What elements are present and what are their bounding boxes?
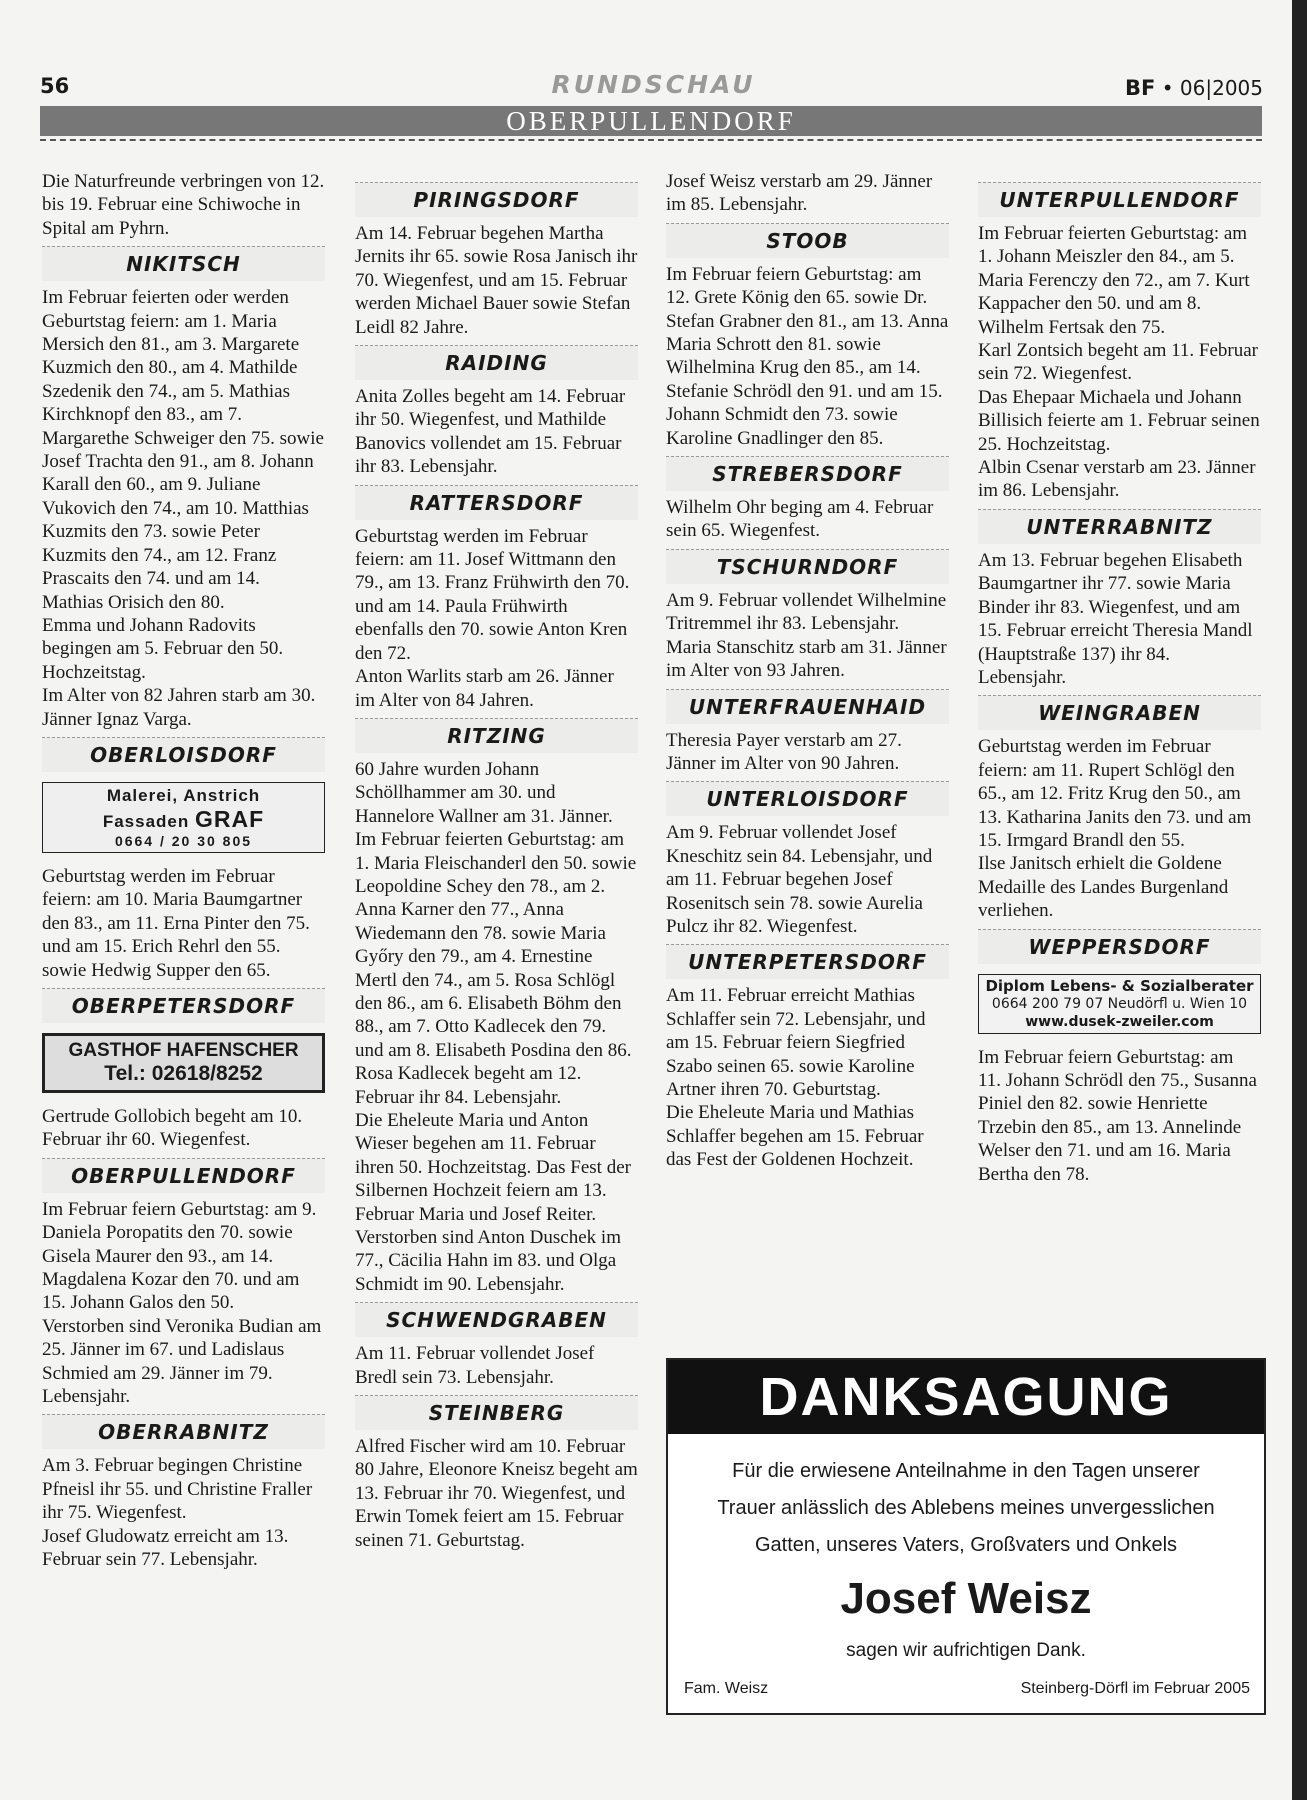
article-paragraph: Im Februar feiern Geburtstag: am 9. Daniela Poropatits den 70. sowie Gisela Maurer den 93., am 14. Magdalena Kozar den 70. und am 15. Johann Galos den 50. — [42, 1198, 317, 1314]
danksagung-name: Josef Weisz — [840, 1574, 1092, 1623]
heading-piringsdorf — [355, 182, 638, 217]
article-intro: Josef Weisz verstarb am 29. Jänner im 85. Lebensjahr. — [666, 171, 933, 216]
heading-label: PIRINGSDORF — [413, 188, 580, 212]
danksagung-title: DANKSAGUNG — [668, 1360, 1264, 1434]
article-paragraph: Gertrude Gollobich begeht am 10. Februar ihr 60. Wiegenfest. — [42, 1105, 303, 1151]
heading-ritzing — [355, 718, 638, 753]
ad-dusek-title: Diplom Lebens- & Sozialberater — [985, 976, 1254, 995]
heading-oberpullendorf — [42, 1158, 325, 1193]
ad-gasthof-name: GASTHOF HAFENSCHER — [68, 1039, 299, 1061]
danksagung-line3: Gatten, unseres Vaters, Großvaters und Onkels — [754, 1534, 1178, 1556]
issue-date: 06|2005 — [1179, 76, 1263, 100]
heading-schwendgraben — [355, 1302, 638, 1337]
heading-tschurndorf — [666, 549, 949, 584]
heading-label: RAIDING — [445, 351, 548, 376]
danksagung-thanks: sagen wir aufrichtigen Dank. — [846, 1640, 1086, 1661]
article-paragraph: Im Alter von 82 Jahren starb am 30. Jänner Ignaz Varga. — [42, 685, 316, 730]
ad-dusek-phone: 0664 200 79 07 Neudörfl u. Wien 10 — [991, 995, 1248, 1012]
heading-label: RITZING — [447, 723, 546, 748]
ad-graf-fassaden: Fassaden — [102, 811, 190, 831]
heading-rattersdorf — [355, 485, 638, 520]
article-paragraph: Die Eheleute Maria und Anton Wieser begehen am 11. Februar ihren 50. Hochzeitstag. Das Fest der Silbernen Hochzeit feiern am 13. Februar Maria und Josef Reiter. — [355, 1110, 631, 1225]
article-paragraph: Geburtstag werden im Februar feiern: am 10. Maria Baumgartner den 83., am 11. Erna Pinter den 75. und am 15. Erich Rehrl den 55. sowie Hedwig Supper den 65. — [42, 865, 310, 981]
column-2 — [355, 172, 638, 1552]
heading-label: UNTERLOISDORF — [706, 787, 909, 812]
article-paragraph: Ilse Janitsch erhielt die Goldene Medaille des Landes Burgenland verliehen. — [978, 853, 1229, 922]
ad-graf — [42, 782, 325, 853]
heading-steinberg — [355, 1395, 638, 1430]
heading-label: STOOB — [766, 228, 849, 253]
danksagung-box — [666, 1358, 1266, 1715]
article-paragraph: Anton Warlits starb am 26. Jänner im Alter von 84 Jahren. — [355, 666, 614, 711]
danksagung-line1: Für die erwiesene Anteilnahme in den Tagen unserer — [732, 1460, 1200, 1482]
article-paragraph: 60 Jahre wurden Johann Schöllhammer am 30. und Hannelore Wallner am 31. Jänner. — [355, 758, 613, 827]
heading-label: RATTERSDORF — [409, 490, 584, 515]
danksagung-place-date: Steinberg-Dörfl im Februar 2005 — [1020, 1680, 1250, 1697]
heading-label: OBERRABNITZ — [98, 1420, 269, 1445]
danksagung-from: Fam. Weisz — [684, 1680, 769, 1697]
danksagung-line2: Trauer anlässlich des Ablebens meines unvergesslichen — [717, 1497, 1215, 1519]
article-paragraph: Rosa Kadlecek begeht am 12. Februar ihr 84. Lebensjahr. — [355, 1063, 582, 1108]
heading-label: TSCHURNDORF — [716, 554, 899, 579]
heading-weingraben — [978, 695, 1261, 730]
heading-unterpetersdorf — [666, 944, 949, 979]
article-paragraph: Emma und Johann Radovits begingen am 5. Februar den 50. Hochzeitstag. — [42, 614, 284, 683]
heading-oberpetersdorf — [42, 988, 325, 1023]
article-paragraph: Maria Stanschitz starb am 31. Jänner im Alter von 93 Jahren. — [666, 636, 947, 682]
heading-label: OBERLOISDORF — [90, 742, 277, 767]
heading-strebersdorf — [666, 456, 949, 491]
heading-label: UNTERPETERSDORF — [688, 950, 927, 975]
article-paragraph: Im Februar feierten Geburtstag: am 1. Johann Meiszler den 84., am 5. Maria Ferenczy den 72., am 7. Kurt Kappacher den 50. und am 8. Wilhelm Fertsak den 75. — [978, 223, 1250, 338]
heading-weppersdorf — [978, 929, 1261, 964]
heading-unterrabnitz — [978, 509, 1261, 544]
article-paragraph: Geburtstag werden im Februar feiern: am 11. Josef Wittmann den 79., am 13. Franz Frühwirth den 70. und am 14. Paula Frühwirth ebenfalls den 70. sowie Anton Kren den 72. — [355, 525, 630, 664]
ad-graf-brand: GRAF — [195, 805, 265, 832]
article-paragraph: Geburtstag werden im Februar feiern: am 11. Rupert Schlögl den 65., am 12. Fritz Krug den 50., am 13. Katharina Janits den 73. und am 15. Irmgard Brandl den 55. — [978, 736, 1252, 851]
ad-dusek-web: www.dusek-zweiler.com — [1025, 1013, 1214, 1030]
article-paragraph: Die Eheleute Maria und Mathias Schlaffer begehen am 15. Februar das Fest der Goldenen Hochzeit. — [666, 1102, 924, 1171]
article-paragraph: Am 11. Februar vollendet Josef Bredl sein 73. Lebensjahr. — [355, 1343, 595, 1388]
section-title: RUNDSCHAU — [551, 70, 756, 99]
heading-label: STREBERSDORF — [712, 462, 903, 487]
heading-label: OBERPULLENDORF — [71, 1163, 296, 1188]
article-paragraph: Am 9. Februar vollendet Josef Kneschitz sein 84. Lebensjahr, und am 11. Februar begehen Josef Rosenitsch sein 78. sowie Aurelia Pulcz ihr 82. Wiegenfest. — [666, 822, 933, 937]
ad-graf-line1: Malerei, Anstrich — [106, 785, 261, 805]
article-paragraph: Am 14. Februar begehen Martha Jernits ihr 65. sowie Rosa Janisch ihr 70. Wiegenfest, und am 15. Februar werden Michael Bauer sowie Stefan Leidl 82 Jahre. — [355, 223, 638, 338]
article-paragraph: Verstorben sind Veronika Budian am 25. Jänner im 67. und Ladislaus Schmied am 29. Jänner im 79. Lebensjahr. — [42, 1315, 322, 1408]
article-paragraph: Im Februar feierten Geburtstag: am 1. Maria Fleischanderl den 50. sowie Leopoldine Schey den 78., am 2. Anna Karner den 77., Anna Wiedemann den 78. sowie Maria Győry den 79., am 4. Ernestine Mertl den 74., am 5. Rosa Schlögl den 86., am 6. Elisabeth Böhm den 88., am 7. Otto Kadlecek den 79. und am 8. Elisabeth Posdina den 86. — [355, 829, 637, 1061]
article-paragraph: Josef Gludowatz erreicht am 13. Februar sein 77. Lebensjahr. — [42, 1525, 289, 1571]
column-1 — [42, 170, 325, 1571]
issue-brand: BF — [1125, 76, 1156, 100]
heading-unterfrauenhaid — [666, 689, 949, 724]
heading-label: UNTERRABNITZ — [1026, 514, 1213, 539]
ad-dusek — [978, 974, 1261, 1034]
heading-stoob — [666, 223, 949, 258]
column-3 — [666, 170, 949, 1172]
article-paragraph: Wilhelm Ohr beging am 4. Februar sein 65. Wiegenfest. — [666, 497, 934, 542]
article-paragraph: Im Februar feiern Geburtstag: am 12. Grete König den 65. sowie Dr. Stefan Grabner den 81., am 13. Anna Maria Schrott den 81. sowie Wilhelmina Krug den 85., am 14. Stefanie Schrödl den 91. und am 15. Johann Schmidt den 73. sowie Karoline Gnadlinger den 85. — [666, 263, 949, 449]
issue-separator: • — [1161, 76, 1174, 100]
article-paragraph: Am 13. Februar begehen Elisabeth Baumgartner ihr 77. sowie Maria Binder ihr 83. Wiegenfest, und am 15. Februar erreicht Theresia Mandl (Hauptstraße 137) ihr 84. Lebensjahr. — [978, 549, 1253, 688]
article-paragraph: Albin Csenar verstarb am 23. Jänner im 86. Lebensjahr. — [978, 457, 1256, 502]
heading-label: SCHWENDGRABEN — [386, 1308, 607, 1333]
heading-oberloisdorf — [42, 737, 325, 772]
page-number: 56 — [40, 74, 70, 98]
heading-unterloisdorf — [666, 781, 949, 816]
article-paragraph: Am 11. Februar erreicht Mathias Schlaffer sein 72. Lebensjahr, und am 15. Februar feiern Siegfried Szabo seinen 65. sowie Karoline Artner ihren 70. Geburtstag. — [666, 985, 926, 1100]
article-paragraph: Im Februar feierten oder werden Geburtstag feiern: am 1. Maria Mersich den 81., am 3. Margarete Kuzmich den 80., am 4. Mathilde Szedenik den 74., am 5. Mathias Kirchknopf den 83., am 7. Margarethe Schweiger den 75. sowie Josef Trachta den 91., am 8. Johann Karall den 60., am 9. Juliane Vukovich den 74., am 10. Matthias Kuzmits den 73. sowie Peter Kuzmits den 74., am 12. Franz Prascaits den 74. und am 14. Mathias Orisich den 80. — [42, 287, 324, 613]
ad-gasthof-phone: Tel.: 02618/8252 — [104, 1061, 263, 1085]
heading-unterpullendorf — [978, 182, 1261, 217]
article-paragraph: Alfred Fischer wird am 10. Februar 80 Jahre, Eleonore Kneisz begeht am 13. Februar ihr 70. Wiegenfest, und Erwin Tomek feiert am 15. Februar seinen 71. Geburtstag. — [355, 1436, 638, 1551]
region-banner: OBERPULLENDORF — [40, 106, 1262, 136]
heading-label: NIKITSCH — [126, 252, 241, 277]
issue-info — [1125, 76, 1263, 100]
column-4 — [978, 172, 1261, 1186]
article-paragraph: Verstorben sind Anton Duschek im 77., Cäcilia Hahn im 83. und Olga Schmidt im 90. Lebensjahr. — [355, 1227, 621, 1295]
article-paragraph: Am 9. Februar vollendet Wilhelmine Tritremmel ihr 83. Lebensjahr. — [666, 589, 947, 635]
article-paragraph: Theresia Payer verstarb am 27. Jänner im Alter von 90 Jahren. — [666, 729, 902, 774]
heading-label: WEINGRABEN — [1038, 701, 1201, 726]
heading-label: WEPPERSDORF — [1028, 934, 1211, 959]
ad-graf-phone: 0664 / 20 30 805 — [114, 832, 253, 849]
article-paragraph: Im Februar feiern Geburtstag: am 11. Johann Schrödl den 75., Susanna Piniel den 82. sowie Henriette Trzebin den 85., am 13. Annelinde Welser den 71. und am 16. Maria Bertha den 78. — [978, 1046, 1257, 1185]
banner-divider — [40, 139, 1262, 141]
article-paragraph: Das Ehepaar Michaela und Johann Billisich feierte am 1. Februar seinen 25. Hochzeitstag. — [978, 386, 1260, 455]
article-paragraph: Anita Zolles begeht am 14. Februar ihr 50. Wiegenfest, und Mathilde Banovics vollendet am 15. Februar ihr 83. Lebensjahr. — [355, 386, 626, 478]
heading-label: STEINBERG — [428, 1401, 565, 1426]
article-paragraph: Am 3. Februar begingen Christine Pfneisl ihr 55. und Christine Fraller ihr 75. Wiegenfest. — [42, 1455, 313, 1524]
heading-label: UNTERFRAUENHAID — [688, 694, 927, 719]
ad-graf-line2 — [45, 806, 322, 833]
heading-raiding — [355, 345, 638, 380]
ad-gasthof — [42, 1033, 325, 1093]
heading-nikitsch — [42, 246, 325, 281]
article-paragraph: Karl Zontsich begeht am 11. Februar sein 72. Wiegenfest. — [978, 340, 1258, 385]
heading-label: OBERPETERSDORF — [71, 993, 296, 1018]
heading-oberrabnitz — [42, 1414, 325, 1449]
page-edge — [1292, 0, 1307, 1800]
heading-label: UNTERPULLENDORF — [999, 188, 1240, 212]
article-intro: Die Naturfreunde verbringen von 12. bis 19. Februar eine Schiwoche in Spital am Pyhrn. — [42, 171, 325, 239]
